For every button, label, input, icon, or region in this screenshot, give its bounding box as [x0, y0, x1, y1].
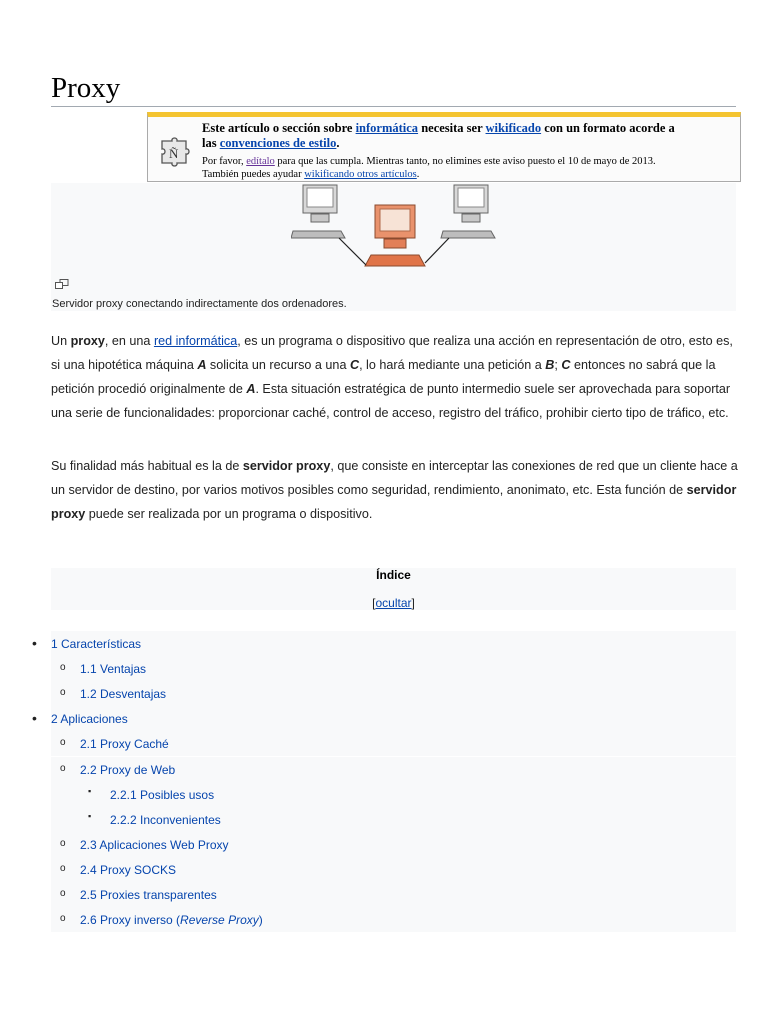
- toc-bullet-icon: o: [60, 737, 66, 749]
- svg-text:Ñ: Ñ: [169, 146, 179, 161]
- toc-bullet-icon: ▪: [88, 810, 92, 821]
- link-red-informatica[interactable]: red informática: [153, 334, 238, 348]
- toc-item[interactable]: [51, 757, 736, 782]
- link-informatica[interactable]: informática: [355, 121, 419, 135]
- page-title: Proxy: [51, 72, 121, 104]
- toc-hide-link[interactable]: ocultar: [375, 596, 412, 610]
- toc-item[interactable]: [51, 832, 736, 857]
- intro-paragraph: Un proxy, en una red informática, es un programa o dispositivo que realiza una acción en representación de otro, esto es, si una hipotética máquina A solicita un recurso a una C, lo hará mediante una petición a B; C entonces no sabrá que la petición procedió originalmente de A. Esta situación estratégica de punto intermedio suele ser aprovechada para soportar una serie de funcionalidades: proporcionar caché, control de acceso, registro del tráfico, prohibir cierto tipo de tráfico, etc.: [51, 334, 733, 420]
- toc-item[interactable]: [51, 681, 736, 706]
- toc-item-label[interactable]: 1.2 Desventajas: [80, 687, 167, 702]
- notice-main-text: Este artículo o sección sobre informática necesita ser wikificado con un formato acorde a las convenciones de estilo.: [202, 121, 675, 150]
- figure-caption: Servidor proxy conectando indirectamente dos ordenadores.: [52, 298, 347, 310]
- link-editalo[interactable]: edítalo: [246, 156, 275, 167]
- toc-item[interactable]: [51, 731, 736, 756]
- toc-item-label[interactable]: 2.6 Proxy inverso (Reverse Proxy): [80, 913, 263, 928]
- toc-item-label[interactable]: 2.2.2 Inconvenientes: [110, 812, 221, 827]
- enlarge-icon[interactable]: [55, 279, 69, 289]
- toc-bullet-icon: •: [32, 635, 37, 651]
- toc-header: [51, 568, 736, 610]
- proxy-figure: [51, 183, 736, 311]
- toc-item[interactable]: [32, 631, 736, 656]
- proxy-computer-icon: [365, 205, 425, 266]
- toc-item-label[interactable]: 1 Características: [51, 637, 142, 651]
- wikify-notice: [147, 112, 741, 182]
- toc-bullet-icon: o: [60, 862, 66, 874]
- purpose-paragraph: Su finalidad más habitual es la de servidor proxy, que consiste en interceptar las conexiones de red que un cliente hace a un servidor de destino, por varios motivos posibles como seguridad, rendimiento, anonimato, etc. Esta función de servidor proxy puede ser realizada por un programa o dispositivo.: [51, 459, 738, 521]
- puzzle-icon: [156, 131, 196, 171]
- toc-bullet-icon: o: [60, 762, 66, 774]
- toc-bullet-icon: o: [60, 687, 66, 699]
- link-wikificado[interactable]: wikificado: [485, 121, 542, 135]
- toc-title: Índice: [376, 568, 411, 582]
- toc-item[interactable]: [32, 706, 736, 731]
- toc-item-label[interactable]: 2.2 Proxy de Web: [80, 762, 176, 777]
- toc-item[interactable]: [51, 656, 736, 681]
- toc-item-label[interactable]: 2.3 Aplicaciones Web Proxy: [80, 837, 229, 852]
- toc-bullet-icon: o: [60, 888, 66, 899]
- link-convenciones-de-estilo[interactable]: convenciones de estilo: [219, 136, 337, 150]
- link-wikificando-otros-articulos[interactable]: wikificando otros artículos: [304, 169, 417, 180]
- toc-bullet-icon: o: [60, 913, 66, 925]
- toc-item[interactable]: [51, 882, 736, 907]
- toc-item-label[interactable]: 2.5 Proxies transparentes: [80, 888, 217, 902]
- toc-toggle: [ocultar]: [372, 596, 415, 610]
- toc-item[interactable]: [51, 807, 736, 832]
- proxy-diagram-image[interactable]: [291, 183, 501, 273]
- toc-bullet-icon: ▪: [88, 785, 92, 796]
- toc-item[interactable]: [51, 907, 736, 932]
- right-computer-icon: [441, 185, 495, 238]
- toc-item-label[interactable]: 2 Aplicaciones: [51, 712, 128, 727]
- toc-item-label[interactable]: 1.1 Ventajas: [80, 662, 147, 677]
- toc-bullet-icon: o: [60, 837, 66, 849]
- toc-item[interactable]: [51, 857, 736, 882]
- title-divider: [51, 106, 736, 107]
- toc-bullet-icon: o: [60, 662, 66, 674]
- toc-bullet-icon: •: [32, 710, 37, 727]
- left-computer-icon: [291, 185, 345, 238]
- notice-sub-text: Por favor, edítalo para que las cumpla. Mientras tanto, no elimines este aviso puesto el 10 de mayo de 2013. También puedes ayudar wikificando otros artículos.: [202, 156, 656, 180]
- toc-item[interactable]: [51, 782, 736, 807]
- toc-item-label[interactable]: 2.4 Proxy SOCKS: [80, 862, 177, 877]
- toc-item-label[interactable]: 2.1 Proxy Caché: [80, 737, 169, 752]
- toc-item-label[interactable]: 2.2.1 Posibles usos: [110, 787, 215, 802]
